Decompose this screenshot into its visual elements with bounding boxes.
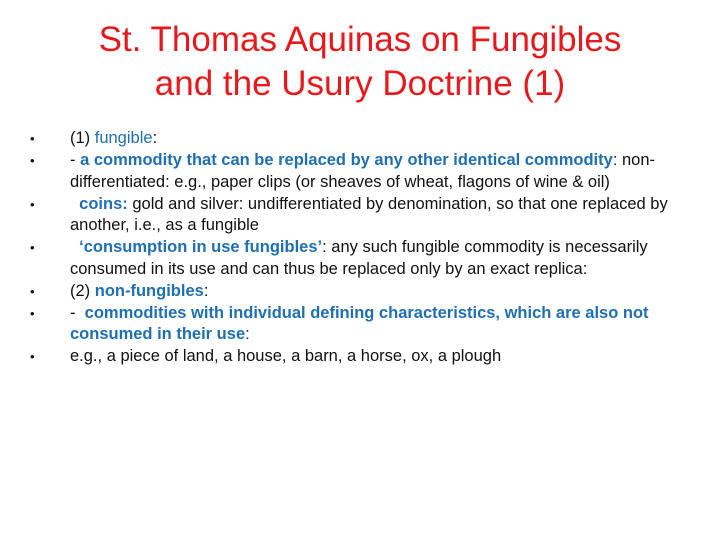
bullet-colon: : (612, 151, 618, 169)
definition-non-fungible: commodities with individual defining characteristics, which are also not consumed in their use (70, 303, 649, 343)
bullet-text: e.g., a piece of land, a house, a barn, a horse, ox, a plough (70, 347, 502, 365)
bullet-prefix: (1) (70, 129, 95, 147)
bullet-item (30, 303, 670, 346)
bullet-item (30, 150, 670, 193)
term-coins: coins: (79, 194, 128, 213)
title-line-1: St. Thomas Aquinas on Fungibles (98, 20, 622, 59)
term-fungible: fungible (94, 129, 153, 147)
bullet-item (30, 346, 670, 368)
definition-fungible: a commodity that can be replaced by any other identical commodity (80, 151, 613, 169)
bullet-lead (70, 195, 79, 213)
slide-title (20, 18, 700, 106)
bullet-dot-icon: • (30, 305, 35, 321)
bullet-item (30, 237, 670, 280)
bullet-item (30, 281, 670, 303)
bullet-dot-icon: • (30, 153, 35, 168)
bullet-dot-icon: • (30, 240, 35, 255)
bullet-colon: : (245, 325, 250, 343)
bullet-item (30, 128, 670, 150)
bullet-dot-icon: • (30, 283, 35, 299)
bullet-suffix: : (203, 281, 209, 300)
bullet-text: gold and silver: undifferentiated by denomination, so that one replaced by another, i.e., as a fungible (70, 194, 668, 234)
bullet-prefix: (2) (70, 281, 95, 300)
bullet-item (30, 194, 670, 237)
bullet-prefix: - (70, 151, 81, 169)
bullet-text: non-differentiated: e.g., paper clips (or sheaves of wheat, flagons of wine & oil) (70, 151, 656, 191)
bullet-list (30, 128, 670, 368)
term-non-fungibles: non-fungibles (94, 281, 204, 300)
bullet-text: : any such fungible commodity is necessarily consumed in its use and can thus be replaced only by an exact replica: (70, 238, 648, 278)
bullet-prefix: - (70, 303, 85, 322)
bullet-dot-icon: • (30, 349, 35, 364)
bullet-dot-icon: • (30, 196, 35, 212)
title-line-2: and the Usury Doctrine (1) (154, 64, 566, 103)
bullet-lead (70, 238, 79, 256)
bullet-dot-icon: • (30, 131, 35, 146)
bullet-suffix: : (152, 129, 158, 147)
term-consumption-fungibles: ‘consumption in use fungibles’ (79, 238, 323, 256)
